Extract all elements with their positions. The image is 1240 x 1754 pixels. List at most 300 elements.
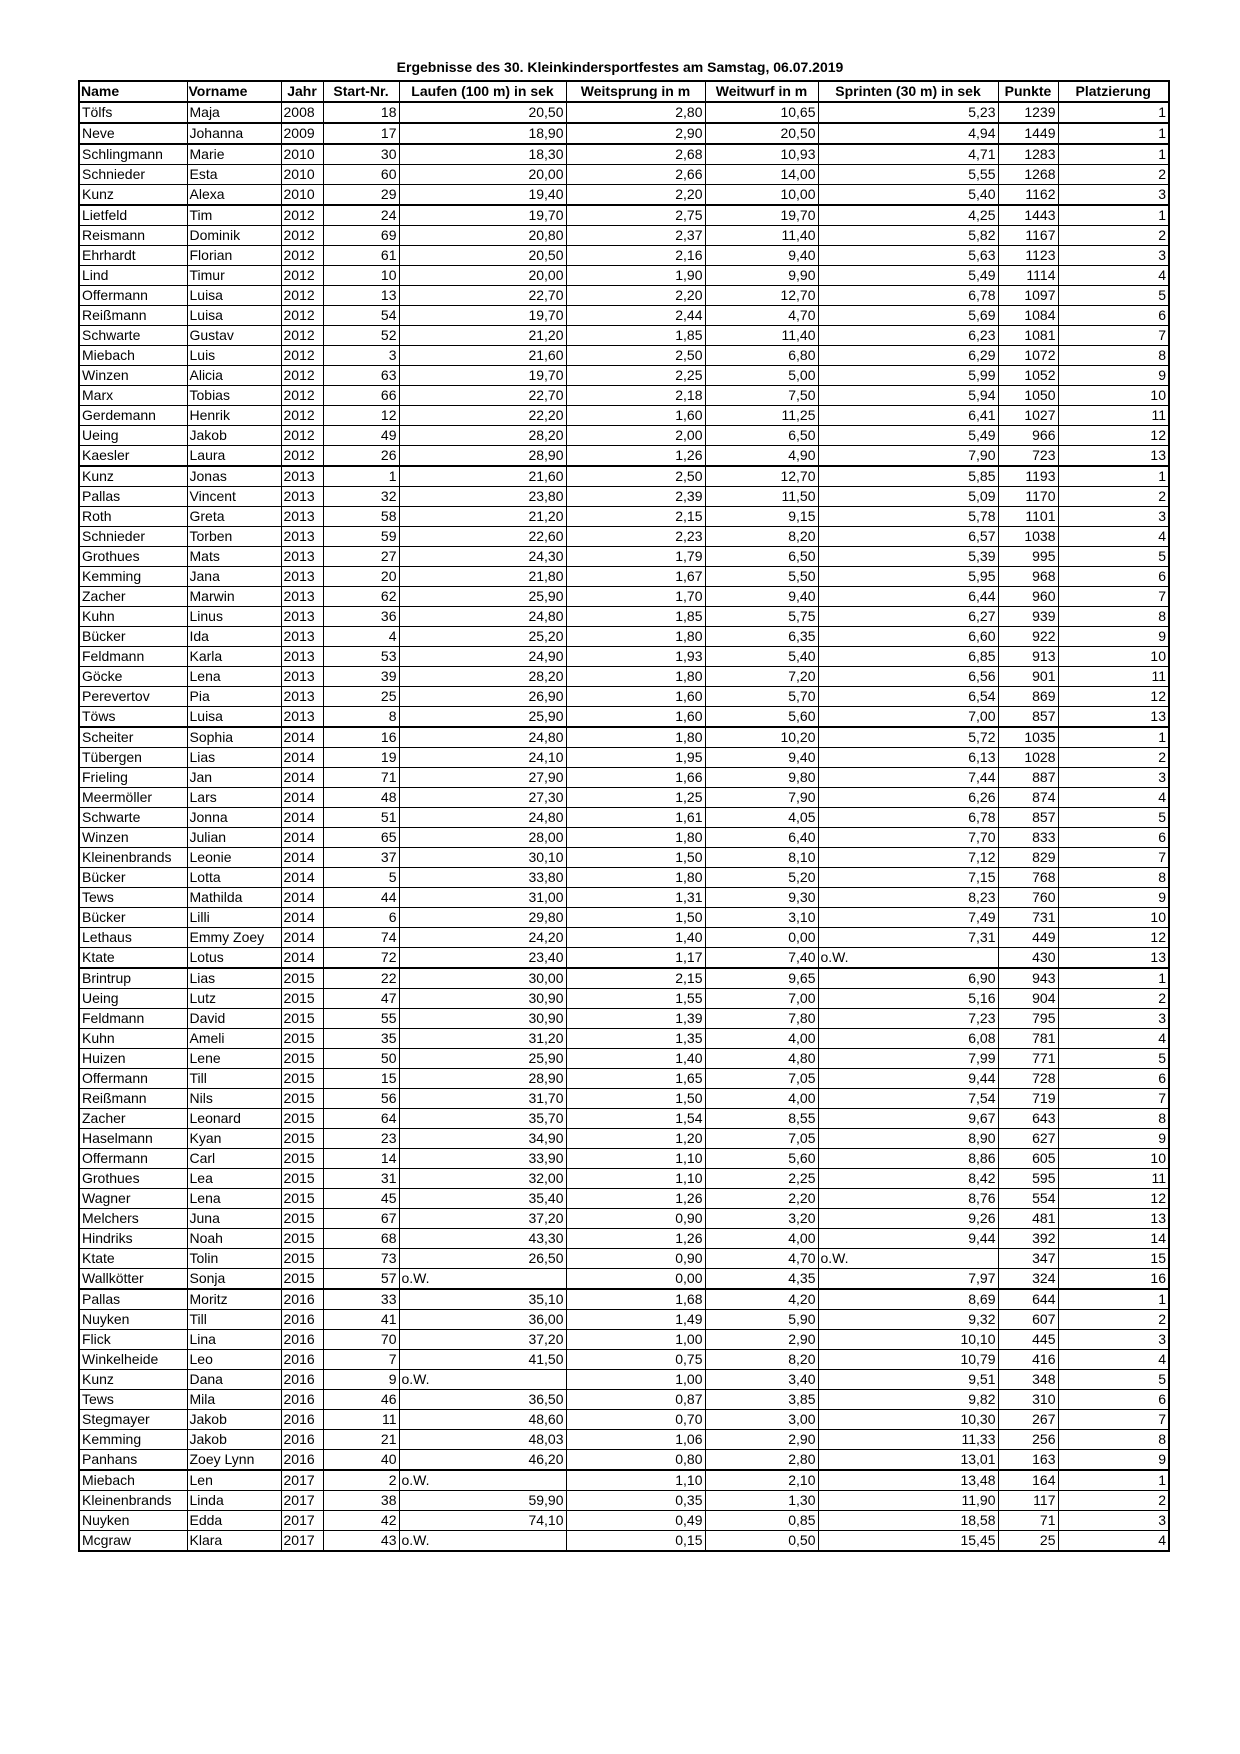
cell-name: Flick (79, 1330, 187, 1350)
column-header-weitwurf: Weitwurf in m (705, 81, 818, 102)
cell-vorname: Jonna (187, 808, 281, 828)
cell-platzierung: 6 (1058, 828, 1169, 848)
cell-vorname: Alexa (187, 185, 281, 206)
table-row (79, 647, 1169, 667)
cell-laufen: 21,20 (399, 507, 566, 527)
cell-sprinten: 5,95 (818, 567, 998, 587)
cell-punkte: 1283 (998, 144, 1058, 165)
cell-name: Ehrhardt (79, 246, 187, 266)
cell-jahr: 2016 (281, 1390, 323, 1410)
cell-punkte: 1072 (998, 346, 1058, 366)
cell-laufen: o.W. (399, 1370, 566, 1390)
cell-weitsprung: 1,90 (566, 266, 705, 286)
cell-vorname: Lias (187, 968, 281, 989)
cell-weitsprung: 1,79 (566, 547, 705, 567)
table-row (79, 948, 1169, 969)
cell-weitwurf: 8,20 (705, 527, 818, 547)
table-row (79, 1189, 1169, 1209)
cell-punkte: 1239 (998, 102, 1058, 123)
cell-weitwurf: 19,70 (705, 205, 818, 226)
cell-weitsprung: 0,15 (566, 1531, 705, 1552)
cell-weitwurf: 5,40 (705, 647, 818, 667)
table-row (79, 928, 1169, 948)
cell-name: Miebach (79, 1470, 187, 1491)
table-row (79, 1450, 1169, 1471)
cell-punkte: 968 (998, 567, 1058, 587)
cell-weitsprung: 1,95 (566, 748, 705, 768)
cell-laufen: 31,00 (399, 888, 566, 908)
cell-jahr: 2017 (281, 1511, 323, 1531)
cell-vorname: Lutz (187, 989, 281, 1009)
cell-weitwurf: 9,30 (705, 888, 818, 908)
cell-vorname: Jakob (187, 426, 281, 446)
cell-weitsprung: 0,87 (566, 1390, 705, 1410)
cell-jahr: 2015 (281, 1209, 323, 1229)
cell-laufen: 24,10 (399, 748, 566, 768)
cell-sprinten: 8,76 (818, 1189, 998, 1209)
table-row (79, 286, 1169, 306)
cell-start-nr: 65 (323, 828, 399, 848)
cell-vorname: Luisa (187, 286, 281, 306)
cell-laufen: 41,50 (399, 1350, 566, 1370)
cell-weitsprung: 1,10 (566, 1169, 705, 1189)
cell-jahr: 2013 (281, 466, 323, 487)
cell-sprinten: 13,01 (818, 1450, 998, 1471)
cell-weitwurf: 11,50 (705, 487, 818, 507)
cell-sprinten: o.W. (818, 948, 998, 969)
cell-vorname: Jana (187, 567, 281, 587)
cell-punkte: 1038 (998, 527, 1058, 547)
cell-weitsprung: 1,93 (566, 647, 705, 667)
cell-punkte: 324 (998, 1269, 1058, 1290)
cell-sprinten: 9,44 (818, 1069, 998, 1089)
cell-platzierung: 16 (1058, 1269, 1169, 1290)
table-row (79, 667, 1169, 687)
cell-vorname: Lene (187, 1049, 281, 1069)
cell-jahr: 2012 (281, 266, 323, 286)
cell-platzierung: 5 (1058, 808, 1169, 828)
cell-start-nr: 63 (323, 366, 399, 386)
cell-weitsprung: 1,26 (566, 446, 705, 467)
cell-laufen: 19,70 (399, 366, 566, 386)
cell-vorname: Johanna (187, 123, 281, 144)
cell-vorname: Sophia (187, 727, 281, 748)
cell-weitwurf: 6,50 (705, 426, 818, 446)
cell-vorname: Greta (187, 507, 281, 527)
cell-jahr: 2015 (281, 1089, 323, 1109)
cell-name: Töws (79, 707, 187, 728)
cell-start-nr: 64 (323, 1109, 399, 1129)
table-row (79, 567, 1169, 587)
cell-punkte: 943 (998, 968, 1058, 989)
cell-punkte: 267 (998, 1410, 1058, 1430)
cell-name: Ktate (79, 948, 187, 969)
cell-vorname: Luisa (187, 707, 281, 728)
cell-sprinten: 6,56 (818, 667, 998, 687)
cell-sprinten: 6,44 (818, 587, 998, 607)
cell-weitwurf: 6,50 (705, 547, 818, 567)
cell-weitsprung: 2,37 (566, 226, 705, 246)
cell-punkte: 605 (998, 1149, 1058, 1169)
cell-start-nr: 42 (323, 1511, 399, 1531)
cell-platzierung: 2 (1058, 748, 1169, 768)
cell-name: Perevertov (79, 687, 187, 707)
cell-laufen: 24,30 (399, 547, 566, 567)
cell-start-nr: 52 (323, 326, 399, 346)
cell-name: Kaesler (79, 446, 187, 467)
cell-vorname: Tim (187, 205, 281, 226)
table-row (79, 1009, 1169, 1029)
cell-jahr: 2015 (281, 1129, 323, 1149)
cell-weitwurf: 3,85 (705, 1390, 818, 1410)
cell-platzierung: 1 (1058, 1470, 1169, 1491)
cell-punkte: 416 (998, 1350, 1058, 1370)
cell-platzierung: 6 (1058, 1390, 1169, 1410)
cell-sprinten: 7,44 (818, 768, 998, 788)
cell-vorname: Karla (187, 647, 281, 667)
cell-vorname: Lotta (187, 868, 281, 888)
cell-weitsprung: 1,39 (566, 1009, 705, 1029)
cell-weitwurf: 11,25 (705, 406, 818, 426)
cell-vorname: Klara (187, 1531, 281, 1552)
cell-vorname: Emmy Zoey (187, 928, 281, 948)
table-row (79, 1109, 1169, 1129)
cell-vorname: Jakob (187, 1410, 281, 1430)
cell-sprinten: 5,78 (818, 507, 998, 527)
cell-weitwurf: 4,35 (705, 1269, 818, 1290)
cell-punkte: 310 (998, 1390, 1058, 1410)
cell-punkte: 1114 (998, 266, 1058, 286)
cell-platzierung: 10 (1058, 386, 1169, 406)
cell-weitwurf: 8,20 (705, 1350, 818, 1370)
table-row (79, 102, 1169, 123)
cell-weitsprung: 1,10 (566, 1470, 705, 1491)
cell-name: Feldmann (79, 1009, 187, 1029)
cell-sprinten: 5,99 (818, 366, 998, 386)
cell-jahr: 2015 (281, 1189, 323, 1209)
cell-weitsprung: 2,75 (566, 205, 705, 226)
cell-jahr: 2014 (281, 868, 323, 888)
cell-platzierung: 1 (1058, 102, 1169, 123)
cell-jahr: 2014 (281, 828, 323, 848)
column-header-laufen: Laufen (100 m) in sek (399, 81, 566, 102)
cell-punkte: 771 (998, 1049, 1058, 1069)
table-row (79, 687, 1169, 707)
cell-platzierung: 9 (1058, 888, 1169, 908)
table-row (79, 1491, 1169, 1511)
cell-start-nr: 37 (323, 848, 399, 868)
cell-weitsprung: 1,68 (566, 1289, 705, 1310)
cell-platzierung: 1 (1058, 727, 1169, 748)
cell-sprinten: 5,63 (818, 246, 998, 266)
cell-laufen: 26,50 (399, 1249, 566, 1269)
cell-vorname: Ida (187, 627, 281, 647)
cell-vorname: Marwin (187, 587, 281, 607)
cell-start-nr: 3 (323, 346, 399, 366)
cell-vorname: Edda (187, 1511, 281, 1531)
cell-punkte: 874 (998, 788, 1058, 808)
cell-jahr: 2014 (281, 948, 323, 969)
cell-sprinten: 18,58 (818, 1511, 998, 1531)
cell-weitwurf: 10,65 (705, 102, 818, 123)
cell-weitwurf: 6,35 (705, 627, 818, 647)
table-row (79, 386, 1169, 406)
cell-weitsprung: 1,50 (566, 908, 705, 928)
cell-start-nr: 53 (323, 647, 399, 667)
cell-platzierung: 5 (1058, 547, 1169, 567)
cell-jahr: 2009 (281, 123, 323, 144)
cell-name: Gerdemann (79, 406, 187, 426)
cell-sprinten: 6,27 (818, 607, 998, 627)
cell-name: Kleinenbrands (79, 1491, 187, 1511)
cell-laufen: 21,20 (399, 326, 566, 346)
cell-name: Schwarte (79, 808, 187, 828)
cell-jahr: 2014 (281, 848, 323, 868)
cell-sprinten: 5,09 (818, 487, 998, 507)
cell-punkte: 644 (998, 1289, 1058, 1310)
cell-jahr: 2013 (281, 627, 323, 647)
cell-weitwurf: 9,15 (705, 507, 818, 527)
cell-sprinten: 13,48 (818, 1470, 998, 1491)
cell-punkte: 554 (998, 1189, 1058, 1209)
cell-sprinten: 6,29 (818, 346, 998, 366)
cell-punkte: 1028 (998, 748, 1058, 768)
cell-sprinten: 7,12 (818, 848, 998, 868)
cell-weitwurf: 3,00 (705, 1410, 818, 1430)
cell-platzierung: 6 (1058, 306, 1169, 326)
cell-platzierung: 2 (1058, 989, 1169, 1009)
cell-start-nr: 6 (323, 908, 399, 928)
cell-start-nr: 22 (323, 968, 399, 989)
cell-laufen: 48,03 (399, 1430, 566, 1450)
cell-platzierung: 2 (1058, 487, 1169, 507)
cell-vorname: Alicia (187, 366, 281, 386)
cell-start-nr: 2 (323, 1470, 399, 1491)
cell-jahr: 2010 (281, 144, 323, 165)
cell-laufen: 48,60 (399, 1410, 566, 1430)
cell-jahr: 2015 (281, 968, 323, 989)
cell-weitsprung: 1,50 (566, 1089, 705, 1109)
cell-platzierung: 7 (1058, 326, 1169, 346)
cell-punkte: 1027 (998, 406, 1058, 426)
cell-weitsprung: 1,00 (566, 1370, 705, 1390)
column-header-vorname: Vorname (187, 81, 281, 102)
cell-sprinten: 7,49 (818, 908, 998, 928)
cell-name: Winzen (79, 366, 187, 386)
cell-sprinten: 5,16 (818, 989, 998, 1009)
cell-vorname: Kyan (187, 1129, 281, 1149)
cell-punkte: 719 (998, 1089, 1058, 1109)
cell-start-nr: 8 (323, 707, 399, 728)
cell-weitsprung: 1,26 (566, 1229, 705, 1249)
cell-name: Panhans (79, 1450, 187, 1471)
cell-weitwurf: 7,05 (705, 1129, 818, 1149)
table-row (79, 1470, 1169, 1491)
cell-punkte: 833 (998, 828, 1058, 848)
cell-vorname: Lea (187, 1169, 281, 1189)
cell-laufen: 22,70 (399, 386, 566, 406)
table-row (79, 527, 1169, 547)
cell-punkte: 347 (998, 1249, 1058, 1269)
cell-start-nr: 12 (323, 406, 399, 426)
cell-weitsprung: 1,65 (566, 1069, 705, 1089)
table-row (79, 306, 1169, 326)
cell-start-nr: 59 (323, 527, 399, 547)
cell-sprinten: 9,44 (818, 1229, 998, 1249)
cell-start-nr: 4 (323, 627, 399, 647)
table-row (79, 707, 1169, 728)
table-header-row (79, 81, 1169, 102)
cell-name: Kemming (79, 1430, 187, 1450)
cell-weitwurf: 7,20 (705, 667, 818, 687)
cell-platzierung: 9 (1058, 1129, 1169, 1149)
cell-vorname: Noah (187, 1229, 281, 1249)
cell-platzierung: 2 (1058, 1310, 1169, 1330)
cell-weitwurf: 11,40 (705, 226, 818, 246)
cell-weitwurf: 3,40 (705, 1370, 818, 1390)
cell-platzierung: 1 (1058, 123, 1169, 144)
table-row (79, 1511, 1169, 1531)
cell-vorname: Lias (187, 748, 281, 768)
cell-weitwurf: 14,00 (705, 165, 818, 185)
cell-vorname: Lilli (187, 908, 281, 928)
cell-platzierung: 8 (1058, 1430, 1169, 1450)
cell-laufen: 18,30 (399, 144, 566, 165)
cell-name: Reißmann (79, 1089, 187, 1109)
cell-punkte: 922 (998, 627, 1058, 647)
cell-vorname: Leonie (187, 848, 281, 868)
cell-punkte: 117 (998, 1491, 1058, 1511)
cell-start-nr: 58 (323, 507, 399, 527)
cell-punkte: 481 (998, 1209, 1058, 1229)
cell-jahr: 2013 (281, 687, 323, 707)
cell-platzierung: 1 (1058, 466, 1169, 487)
table-row (79, 1069, 1169, 1089)
cell-jahr: 2016 (281, 1370, 323, 1390)
cell-name: Schnieder (79, 165, 187, 185)
cell-name: Ktate (79, 1249, 187, 1269)
cell-weitsprung: 1,40 (566, 928, 705, 948)
cell-laufen: 28,90 (399, 446, 566, 467)
cell-weitsprung: 1,66 (566, 768, 705, 788)
cell-start-nr: 1 (323, 466, 399, 487)
cell-vorname: Vincent (187, 487, 281, 507)
cell-sprinten: 7,31 (818, 928, 998, 948)
cell-jahr: 2008 (281, 102, 323, 123)
cell-name: Tews (79, 1390, 187, 1410)
cell-laufen: 23,80 (399, 487, 566, 507)
cell-punkte: 445 (998, 1330, 1058, 1350)
cell-start-nr: 50 (323, 1049, 399, 1069)
cell-laufen: 35,40 (399, 1189, 566, 1209)
cell-laufen: 25,90 (399, 1049, 566, 1069)
cell-vorname: Luis (187, 346, 281, 366)
cell-sprinten: 5,82 (818, 226, 998, 246)
cell-vorname: Dana (187, 1370, 281, 1390)
cell-weitwurf: 9,65 (705, 968, 818, 989)
cell-name: Zacher (79, 587, 187, 607)
cell-sprinten: 15,45 (818, 1531, 998, 1552)
cell-laufen: 74,10 (399, 1511, 566, 1531)
cell-jahr: 2013 (281, 567, 323, 587)
cell-jahr: 2015 (281, 989, 323, 1009)
cell-weitwurf: 4,80 (705, 1049, 818, 1069)
cell-laufen: 23,40 (399, 948, 566, 969)
cell-platzierung: 12 (1058, 1189, 1169, 1209)
cell-platzierung: 10 (1058, 647, 1169, 667)
cell-jahr: 2012 (281, 226, 323, 246)
cell-vorname: David (187, 1009, 281, 1029)
table-row (79, 607, 1169, 627)
cell-sprinten: 5,40 (818, 185, 998, 206)
cell-weitwurf: 1,30 (705, 1491, 818, 1511)
cell-jahr: 2015 (281, 1069, 323, 1089)
cell-jahr: 2012 (281, 346, 323, 366)
cell-weitwurf: 9,80 (705, 768, 818, 788)
cell-platzierung: 7 (1058, 1089, 1169, 1109)
cell-punkte: 768 (998, 868, 1058, 888)
cell-weitsprung: 1,60 (566, 406, 705, 426)
cell-sprinten: 7,54 (818, 1089, 998, 1109)
cell-vorname: Leonard (187, 1109, 281, 1129)
cell-platzierung: 12 (1058, 928, 1169, 948)
cell-punkte: 1052 (998, 366, 1058, 386)
table-row (79, 1129, 1169, 1149)
cell-start-nr: 11 (323, 1410, 399, 1430)
cell-laufen: 20,80 (399, 226, 566, 246)
cell-sprinten: 7,97 (818, 1269, 998, 1290)
cell-laufen: 30,10 (399, 848, 566, 868)
cell-vorname: Gustav (187, 326, 281, 346)
cell-start-nr: 5 (323, 868, 399, 888)
cell-laufen: o.W. (399, 1470, 566, 1491)
cell-laufen: 20,00 (399, 266, 566, 286)
cell-weitsprung: 2,39 (566, 487, 705, 507)
cell-sprinten: 5,94 (818, 386, 998, 406)
cell-weitwurf: 8,10 (705, 848, 818, 868)
cell-laufen: 24,80 (399, 607, 566, 627)
table-row (79, 123, 1169, 144)
cell-platzierung: 7 (1058, 587, 1169, 607)
cell-name: Tews (79, 888, 187, 908)
table-body (79, 102, 1169, 1551)
table-row (79, 1149, 1169, 1169)
table-row (79, 426, 1169, 446)
table-row (79, 487, 1169, 507)
cell-laufen: 18,90 (399, 123, 566, 144)
cell-name: Frieling (79, 768, 187, 788)
cell-jahr: 2016 (281, 1410, 323, 1430)
table-row (79, 185, 1169, 206)
cell-weitsprung: 1,17 (566, 948, 705, 969)
cell-punkte: 1101 (998, 507, 1058, 527)
cell-platzierung: 11 (1058, 1169, 1169, 1189)
table-row (79, 1410, 1169, 1430)
cell-laufen: 34,90 (399, 1129, 566, 1149)
cell-jahr: 2012 (281, 426, 323, 446)
cell-laufen: 35,70 (399, 1109, 566, 1129)
table-row (79, 1029, 1169, 1049)
cell-name: Ueing (79, 989, 187, 1009)
cell-start-nr: 69 (323, 226, 399, 246)
cell-weitwurf: 5,60 (705, 1149, 818, 1169)
cell-jahr: 2013 (281, 647, 323, 667)
cell-sprinten: 11,90 (818, 1491, 998, 1511)
cell-vorname: Jan (187, 768, 281, 788)
cell-weitsprung: 2,50 (566, 346, 705, 366)
cell-sprinten: 7,70 (818, 828, 998, 848)
cell-weitsprung: 1,80 (566, 868, 705, 888)
